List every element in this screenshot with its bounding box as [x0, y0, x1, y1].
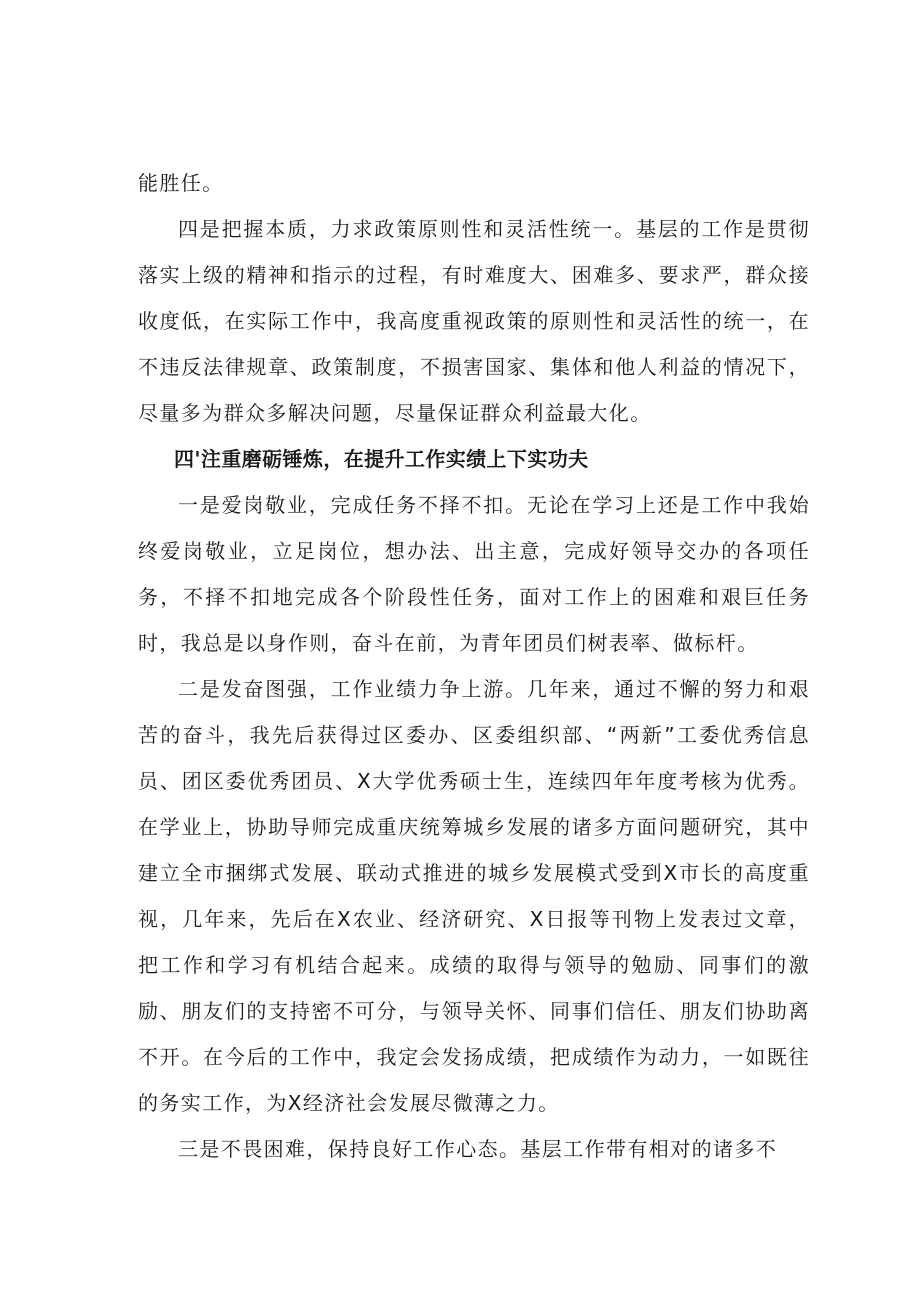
paragraph-policy-principle: 四是把握本质，力求政策原则性和灵活性统一。基层的工作是贯彻落实上级的精神和指示的过程，有时难度大、困难多、要求严，群众接收度低，在实际工作中，我高度重视政策的原则性和灵活性的统一，在不违反法律规章、政策制度，不损害国家、集体和他人利益的情况下，尽量多为群众多解决问题，尽量保证群众利益最大化。: [138, 217, 810, 425]
paragraph-achievements: 二是发奋图强，工作业绩力争上游。几年来，通过不懈的努力和艰苦的奋斗，我先后获得过区委办、区委组织部、“两新”工委优秀信息员、团区委优秀团员、X大学优秀硕士生，连续四年年度考核为优秀。在学业上，协助导师完成重庆统筹城乡发展的诸多方面问题研究，其中建立全市捆绑式发展、联动式推进的城乡发展模式受到X市长的高度重视，几年来，先后在X农业、经济研究、X日报等刊物上发表过文章，把工作和学习有机结合起来。成绩的取得与领导的勉励、同事们的激励、朋友们的支持密不可分，与领导关怀、同事们信任、朋友们协助离不开。在今后的工作中，我定会发扬成绩，把成绩作为动力，一如既往的务实工作，为X经济社会发展尽微薄之力。: [138, 677, 810, 1115]
paragraph-dedication: 一是爱岗敬业，完成任务不择不扣。无论在学习上还是工作中我始终爱岗敬业，立足岗位，想办法、出主意，完成好领导交办的各项任务，不择不扣地完成各个阶段性任务，面对工作上的困难和艰巨任务时，我总是以身作则，奋斗在前，为青年团员们树表率、做标杆。: [138, 493, 810, 655]
paragraph-attitude: 三是不畏困难，保持良好工作心态。基层工作带有相对的诸多不: [178, 1137, 778, 1161]
section-heading: 四'注重磨砺锤炼，在提升工作实绩上下实功夫: [174, 447, 589, 471]
paragraph-continuation: 能胜任。: [138, 171, 224, 195]
document-body: [138, 160, 810, 1172]
